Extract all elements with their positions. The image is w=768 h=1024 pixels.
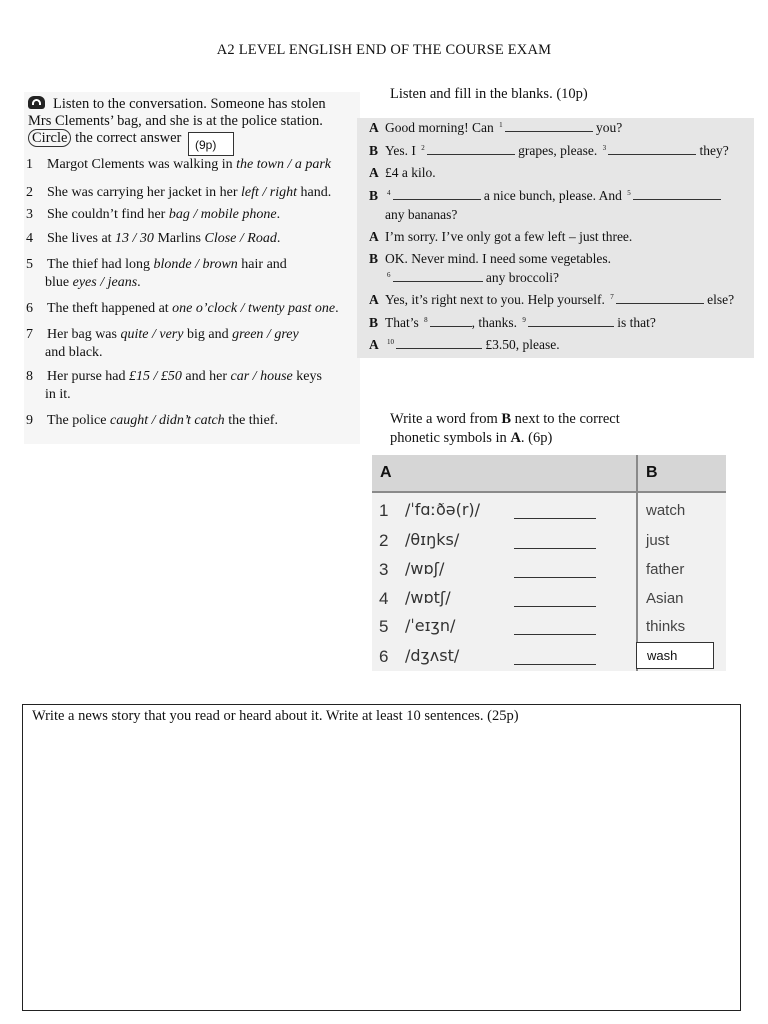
blank-number: 7	[610, 293, 614, 301]
question-number: 8	[26, 369, 33, 384]
answer-options: quite / very	[120, 327, 184, 342]
row-number: 6	[379, 647, 389, 666]
question-text: Margot Clements was walking in	[47, 157, 237, 172]
answer-blank[interactable]	[393, 270, 483, 282]
question-number: 1	[26, 157, 33, 172]
dialogue-text: grapes, please.	[514, 143, 601, 158]
word-option: thinks	[646, 618, 686, 635]
question-item	[24, 256, 287, 291]
dialogue-line	[369, 207, 457, 223]
phonetic-table	[372, 455, 726, 671]
question-item	[24, 368, 322, 403]
answer-blank[interactable]	[393, 188, 481, 200]
word-option: father	[646, 561, 685, 578]
question-item	[24, 300, 339, 318]
answer-options: green / grey	[232, 327, 299, 342]
question-number: 2	[26, 185, 33, 200]
dialogue-line	[369, 251, 611, 267]
speaker-label: B	[369, 143, 379, 158]
question-text: .	[137, 274, 141, 290]
question-item	[24, 206, 280, 224]
question-text: The thief had long	[47, 257, 154, 272]
answer-options: caught / didn’t catch	[109, 413, 225, 428]
instruction-line: Listen to the conversation. Someone has stolen	[53, 96, 326, 112]
speaker-label: B	[369, 315, 379, 330]
dialogue-text: is that?	[613, 315, 656, 330]
table-row	[372, 585, 726, 613]
wash-label-box: wash	[636, 642, 714, 669]
dialogue-line	[369, 188, 721, 204]
dialogue-line	[369, 337, 560, 353]
row-number: 1	[379, 501, 389, 520]
dialogue-line	[369, 120, 622, 136]
answer-blank[interactable]	[608, 143, 696, 155]
dialogue-line	[369, 229, 632, 245]
question-number: 6	[26, 301, 33, 316]
answer-options: Close / Road	[204, 231, 277, 246]
question-text: Marlins	[153, 231, 205, 246]
word-option: watch	[646, 502, 686, 519]
instruction-text: Write a word from	[390, 411, 502, 427]
writing-box[interactable]	[22, 704, 741, 1011]
word-option: Asian	[646, 590, 684, 607]
table-row	[372, 613, 726, 641]
instruction-line: Mrs Clements’ bag, and she is at the police station.	[28, 113, 323, 129]
phonetic-symbol: /θɪŋks/	[405, 530, 460, 549]
answer-line[interactable]	[514, 634, 596, 635]
blank-number: 6	[387, 271, 391, 279]
dialogue-text: £4 a kilo.	[385, 165, 436, 180]
question-text: the thief.	[224, 413, 278, 428]
dialogue-text: Good morning! Can	[385, 120, 498, 135]
blank-number: 2	[421, 144, 425, 152]
question-item	[24, 326, 299, 361]
question-number: 4	[26, 231, 33, 246]
question-text: Her bag was	[47, 327, 121, 342]
answer-blank[interactable]	[396, 337, 482, 349]
exercise3-instruction	[390, 410, 680, 448]
question-number: 3	[26, 207, 33, 222]
blank-number: 10	[387, 338, 394, 346]
question-item	[24, 230, 280, 248]
question-item	[24, 184, 331, 202]
table-row	[372, 527, 726, 555]
phonetic-symbol: /ˈeɪʒn/	[405, 616, 456, 635]
exam-title: A2 LEVEL ENGLISH END OF THE COURSE EXAM	[216, 42, 552, 58]
row-number: 2	[379, 531, 389, 550]
answer-options: bag / mobile phone	[168, 207, 277, 222]
dialogue-text: a nice bunch, please. And	[480, 188, 626, 203]
dialogue-text: you?	[592, 120, 623, 135]
blank-number: 8	[424, 316, 428, 324]
question-continuation	[24, 386, 322, 404]
answer-options: the town / a park	[236, 157, 331, 172]
phonetic-symbol: /wɒʃ/	[405, 559, 445, 578]
row-number: 5	[379, 617, 389, 636]
instruction-text: phonetic symbols in	[390, 430, 511, 446]
answer-options: car / house	[230, 369, 293, 384]
answer-blank[interactable]	[528, 315, 614, 327]
question-text: and black.	[45, 344, 103, 360]
blank-number: 3	[602, 144, 607, 152]
dialogue-text: I’m sorry. I’ve only got a few left – just three.	[385, 229, 633, 244]
dialogue-line	[369, 143, 729, 159]
answer-options: blonde / brown	[153, 257, 238, 272]
question-text: and her	[181, 369, 231, 384]
dialogue-text: they?	[696, 143, 729, 158]
blank-number: 9	[522, 316, 526, 324]
word-option: just	[646, 532, 670, 549]
circle-word: Circle	[28, 129, 71, 147]
column-b-header: B	[646, 464, 658, 481]
phonetic-symbol: /ˈfɑːðə(r)/	[405, 500, 481, 519]
writing-instruction: Write a news story that you read or heard about it. Write at least 10 sentences. (25p)	[32, 708, 519, 724]
question-text: She couldn’t find her	[47, 207, 169, 222]
dialogue-text: Yes. I	[385, 143, 420, 158]
exercise2-instruction: Listen and fill in the blanks. (10p)	[390, 86, 588, 102]
question-number: 5	[26, 257, 33, 272]
dialogue-text: , thanks.	[471, 315, 521, 330]
answer-line[interactable]	[514, 606, 596, 607]
headphones-icon	[28, 96, 45, 109]
answer-blank[interactable]	[430, 315, 472, 327]
instruction-line: the correct answer	[71, 130, 182, 146]
points-box: (9p)	[188, 132, 234, 156]
table-row	[372, 497, 726, 525]
answer-line[interactable]	[514, 577, 596, 578]
dialogue-text: any bananas?	[385, 207, 458, 222]
instruction-bold: B	[501, 411, 512, 427]
answer-line[interactable]	[514, 548, 596, 549]
answer-options: one o’clock / twenty past one	[172, 301, 336, 316]
answer-options: 13 / 30	[115, 231, 154, 246]
row-number: 4	[379, 589, 389, 608]
table-row	[372, 556, 726, 584]
question-text: keys	[292, 369, 322, 384]
answer-blank[interactable]	[616, 292, 704, 304]
instruction-text: next to the correct	[511, 411, 620, 427]
question-text: .	[276, 231, 281, 246]
dialogue-text: £3.50, please.	[482, 337, 560, 352]
question-text: .	[276, 207, 281, 222]
phonetic-symbol: /wɒtʃ/	[405, 588, 451, 607]
blank-number: 5	[627, 189, 631, 197]
table-header	[372, 455, 726, 493]
speaker-label: A	[369, 120, 379, 135]
question-text: Her purse had	[47, 369, 130, 384]
speaker-label: A	[369, 292, 379, 307]
column-a-header: A	[380, 464, 392, 481]
question-text: The police	[47, 413, 110, 428]
question-number: 9	[26, 413, 33, 428]
question-text: in it.	[45, 386, 71, 402]
question-text: big and	[183, 327, 233, 342]
blank-number: 4	[387, 189, 391, 197]
speaker-label: A	[369, 337, 379, 352]
question-continuation	[24, 274, 287, 292]
dialogue-text: any broccoli?	[482, 270, 559, 285]
phonetic-symbol: /dʒʌst/	[405, 646, 460, 665]
question-text: hand.	[296, 185, 332, 200]
answer-blank[interactable]	[633, 188, 721, 200]
dialogue-text: OK. Never mind. I need some vegetables.	[385, 251, 612, 266]
question-text: blue	[45, 274, 73, 290]
row-number: 3	[379, 560, 389, 579]
dialogue-line	[369, 292, 734, 308]
dialogue-line	[369, 315, 656, 331]
dialogue-text: Yes, it’s right next to you. Help yourself.	[385, 292, 609, 307]
answer-line[interactable]	[514, 518, 596, 519]
answer-options: eyes / jeans	[72, 274, 138, 290]
dialogue-line	[369, 270, 559, 286]
question-text: hair and	[237, 257, 287, 272]
question-text: .	[335, 301, 339, 316]
answer-options: £15 / £50	[129, 369, 182, 384]
instruction-text: . (6p)	[520, 430, 553, 446]
question-text: She lives at	[47, 231, 116, 246]
dialogue-line	[369, 165, 436, 181]
question-number: 7	[26, 327, 33, 342]
dialogue-text: else?	[703, 292, 735, 307]
answer-blank[interactable]	[427, 143, 515, 155]
dialogue-text: That’s	[385, 315, 423, 330]
question-text: She was carrying her jacket in her	[47, 185, 241, 200]
answer-blank[interactable]	[505, 120, 593, 132]
instruction-bold: A	[510, 430, 521, 446]
question-text: The theft happened at	[47, 301, 173, 316]
answer-line[interactable]	[514, 664, 596, 665]
dialogue-box	[357, 118, 754, 358]
speaker-label: B	[369, 251, 379, 266]
speaker-label: B	[369, 188, 379, 203]
question-item	[24, 412, 278, 430]
speaker-label: A	[369, 165, 379, 180]
listening-exercise	[24, 92, 360, 444]
question-item	[24, 156, 331, 174]
blank-number: 1	[499, 121, 503, 129]
question-continuation	[24, 344, 299, 362]
speaker-label: A	[369, 229, 379, 244]
answer-options: left / right	[240, 185, 297, 200]
